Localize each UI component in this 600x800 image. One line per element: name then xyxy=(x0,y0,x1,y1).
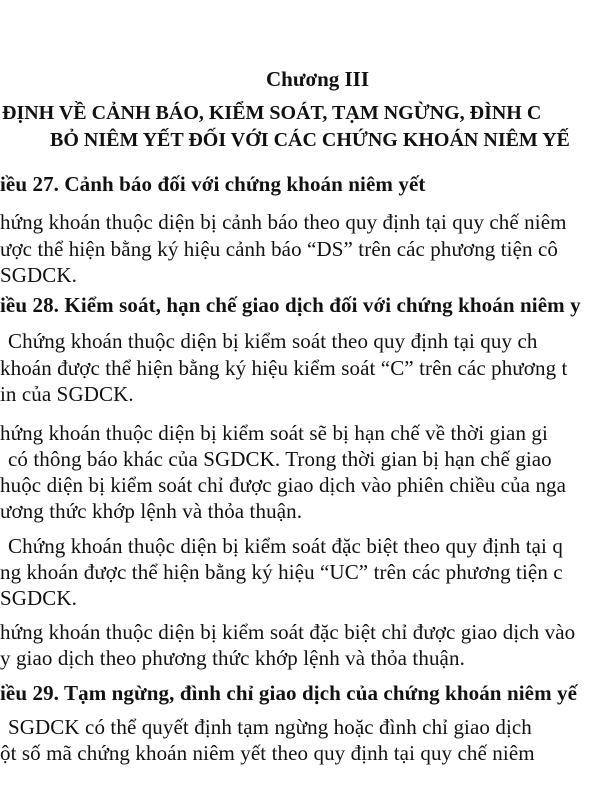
article-29-line: SGDCK có thể quyết định tạm ngừng hoặc đình chỉ giao dịch xyxy=(8,715,532,739)
article-28-para2-line: ương thức khớp lệnh và thỏa thuận. xyxy=(0,499,303,523)
article-28-para3-line: ng khoán được thể hiện bằng ký hiệu “UC” trên các phương tiện c xyxy=(0,560,563,584)
article-28-para1-line: Chứng khoán thuộc diện bị kiểm soát theo quy định tại quy ch xyxy=(8,329,538,353)
article-29-heading: iều 29. Tạm ngừng, đình chỉ giao dịch của chứng khoán niêm yế xyxy=(0,681,578,705)
article-28-para2-line: hứng khoán thuộc diện bị kiểm soát sẽ bị hạn chế về thời gian gi xyxy=(0,421,548,445)
chapter-title-line-1: ĐỊNH VỀ CẢNH BÁO, KIỂM SOÁT, TẠM NGỪNG, ĐÌNH C xyxy=(2,102,542,124)
article-27-line: SGDCK. xyxy=(0,263,78,287)
article-28-para3-line: Chứng khoán thuộc diện bị kiểm soát đặc biệt theo quy định tại q xyxy=(8,534,563,558)
article-28-para1-line: in của SGDCK. xyxy=(0,382,134,406)
chapter-number: Chương III xyxy=(266,67,370,91)
article-29-line: ột số mã chứng khoán niêm yết theo quy định tại quy chế niêm xyxy=(0,741,535,765)
article-27-line: hứng khoán thuộc diện bị cảnh báo theo quy định tại quy chế niêm xyxy=(0,210,567,234)
article-28-para2-line: huộc diện bị kiểm soát chỉ được giao dịch vào phiên chiều của nga xyxy=(0,473,567,497)
article-28-heading: iều 28. Kiểm soát, hạn chế giao dịch đối với chứng khoán niêm y xyxy=(0,293,581,317)
article-27-line: ược thể hiện bằng ký hiệu cảnh báo “DS” trên các phương tiện cô xyxy=(0,237,559,261)
article-28-para3-line: SGDCK. xyxy=(0,586,78,610)
article-28-para2-line: có thông báo khác của SGDCK. Trong thời gian bị hạn chế giao xyxy=(8,447,552,471)
article-28-para1-line: khoán được thể hiện bằng ký hiệu kiểm soát “C” trên các phương t xyxy=(0,356,568,380)
article-27-heading: iều 27. Cảnh báo đối với chứng khoán niêm yết xyxy=(0,172,426,196)
article-28-para4-line: y giao dịch theo phương thức khớp lệnh và thỏa thuận. xyxy=(0,646,465,670)
article-28-para4-line: hứng khoán thuộc diện bị kiểm soát đặc biệt chỉ được giao dịch vào xyxy=(0,620,576,644)
chapter-title-line-2: BỎ NIÊM YẾT ĐỐI VỚI CÁC CHỨNG KHOÁN NIÊM YẾ xyxy=(50,129,570,151)
